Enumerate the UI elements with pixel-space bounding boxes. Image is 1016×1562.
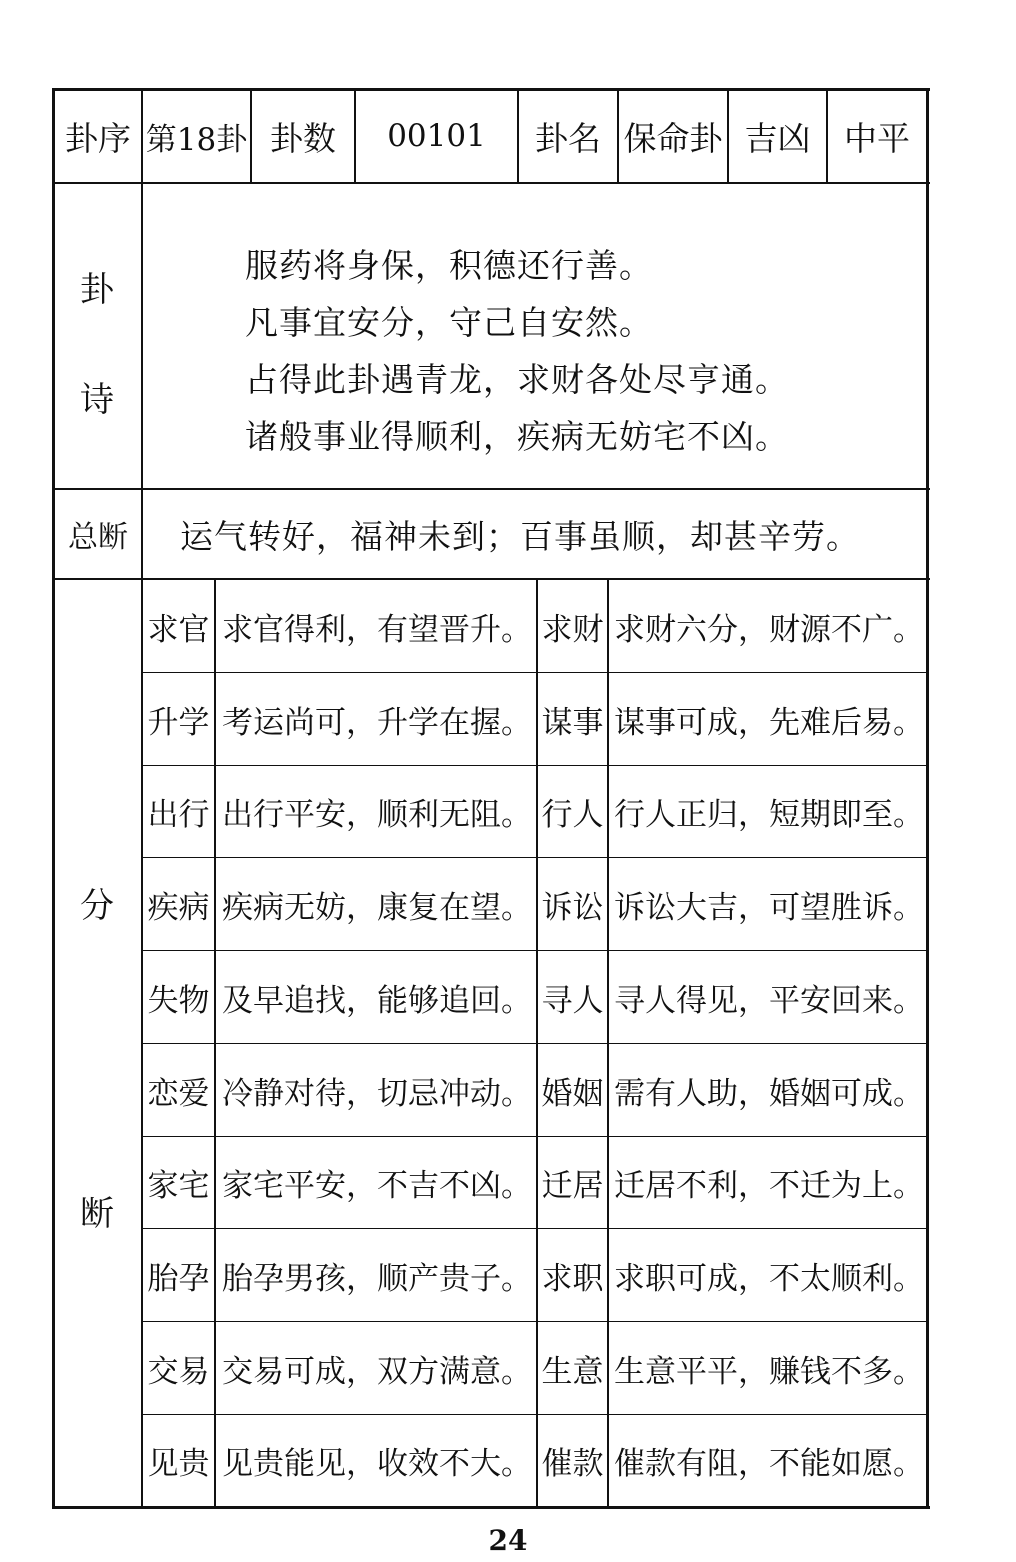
- detail-value: 及早追找，能够追回。: [222, 982, 532, 1019]
- detail-key: 求财: [541, 611, 604, 648]
- detail-value: 迁居不利，不迁为上。: [614, 1168, 924, 1204]
- detail-key: 交易: [147, 1353, 210, 1390]
- detail-key: 家宅: [147, 1168, 210, 1204]
- detail-key: 迁居: [541, 1168, 604, 1204]
- poem-label-bottom: 诗: [80, 380, 114, 420]
- detail-key: 行人: [541, 797, 604, 833]
- detail-value: 寻人得见，平安回来。: [614, 982, 924, 1019]
- detail-value: 家宅平安，不吉不凶。: [222, 1168, 532, 1204]
- detail-key: 谋事: [541, 704, 604, 741]
- seq-value: 第18卦: [145, 121, 248, 158]
- detail-key: 寻人: [541, 982, 604, 1019]
- detail-value: 出行平安，顺利无阻。: [222, 797, 532, 833]
- page-number: 24: [488, 1524, 528, 1557]
- detail-value: 疾病无妨，康复在望。: [222, 889, 532, 926]
- detail-value: 交易可成，双方满意。: [222, 1353, 532, 1390]
- detail-value: 催款有阻，不能如愿。: [614, 1446, 924, 1482]
- summary-label: 总断: [68, 520, 128, 555]
- detail-value: 求财六分，财源不广。: [614, 611, 924, 648]
- num-label: 卦数: [270, 118, 336, 158]
- detail-value: 生意平平，赚钱不多。: [614, 1353, 924, 1390]
- detail-key: 胎孕: [147, 1260, 210, 1297]
- detail-key: 疾病: [147, 889, 210, 926]
- detail-key: 失物: [147, 982, 210, 1019]
- detail-label-top: 分: [80, 886, 114, 926]
- detail-value: 考运尚可，升学在握。: [222, 704, 532, 741]
- detail-value: 谋事可成，先难后易。: [614, 704, 924, 741]
- detail-key: 诉讼: [541, 889, 604, 926]
- poem-line: 凡事宜安分，守己自安然。: [245, 303, 653, 342]
- poem-line: 服药将身保，积德还行善。: [245, 246, 653, 285]
- detail-key: 见贵: [147, 1446, 210, 1482]
- name-value: 保命卦: [623, 118, 723, 158]
- detail-value: 诉讼大吉，可望胜诉。: [614, 889, 924, 926]
- detail-key: 出行: [147, 797, 210, 833]
- detail-key: 生意: [541, 1353, 604, 1390]
- poem-line: 诸般事业得顺利，疾病无妨宅不凶。: [245, 417, 789, 456]
- detail-key: 求职: [541, 1260, 604, 1297]
- name-label: 卦名: [535, 118, 601, 158]
- detail-key: 求官: [147, 611, 210, 648]
- summary-text: 运气转好，福神未到；百事虽顺，却甚辛劳。: [180, 516, 860, 556]
- fortune-value: 中平: [844, 118, 910, 158]
- fortune-label: 吉凶: [744, 118, 811, 158]
- detail-value: 胎孕男孩，顺产贵子。: [222, 1260, 532, 1297]
- num-value: 00101: [387, 118, 486, 154]
- detail-value: 见贵能见，收效不大。: [222, 1446, 532, 1482]
- seq-label: 卦序: [65, 118, 131, 158]
- detail-key: 婚姻: [541, 1075, 604, 1112]
- detail-value: 冷静对待，切忌冲动。: [222, 1075, 532, 1112]
- poem-label-top: 卦: [80, 270, 114, 310]
- detail-value: 求职可成，不太顺利。: [614, 1260, 924, 1297]
- detail-value: 行人正归，短期即至。: [614, 797, 924, 833]
- detail-value: 需有人助，婚姻可成。: [614, 1075, 924, 1112]
- poem-line: 占得此卦遇青龙，求财各处尽亨通。: [245, 360, 789, 399]
- detail-key: 恋爱: [147, 1075, 210, 1112]
- detail-key: 催款: [541, 1446, 604, 1482]
- detail-value: 求官得利，有望晋升。: [222, 611, 532, 648]
- detail-label-bottom: 断: [80, 1194, 114, 1234]
- detail-key: 升学: [147, 704, 210, 741]
